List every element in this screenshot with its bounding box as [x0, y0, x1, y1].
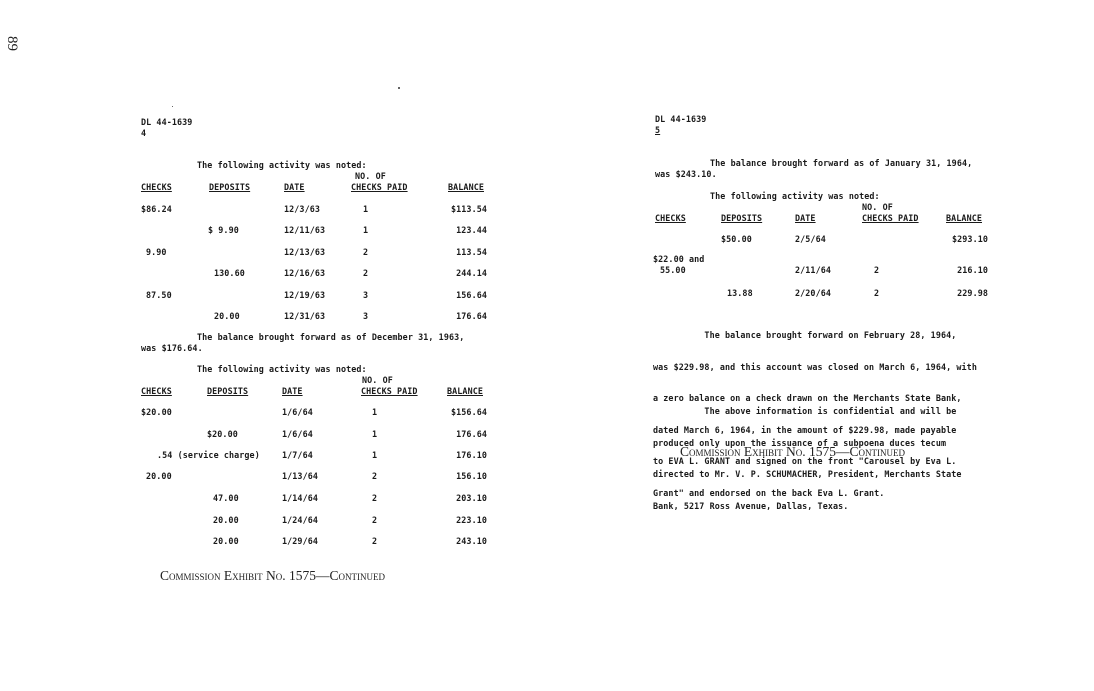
cell-checks: 20.00 — [146, 471, 172, 481]
cell-checks-paid: 1 — [372, 450, 378, 460]
forward-balance-line: was $176.64. — [141, 343, 203, 353]
cell-checks-paid: 1 — [372, 407, 378, 417]
forward-balance-line: The balance brought forward as of December 31, 1963, — [197, 332, 465, 342]
header-deposits: DEPOSITS — [207, 386, 249, 396]
cell-balance: 243.10 — [456, 536, 487, 546]
header-checks-paid: CHECKS PAID — [862, 213, 919, 223]
cell-checks: 55.00 — [660, 265, 686, 275]
cell-date: 12/3/63 — [284, 204, 320, 214]
paragraph-line: The above information is confidential and will be — [653, 406, 957, 416]
cell-balance: 223.10 — [456, 515, 487, 525]
header-no-of: NO. OF — [355, 171, 386, 181]
cell-balance: 123.44 — [456, 225, 487, 235]
cell-checks-paid: 2 — [372, 515, 378, 525]
cell-checks: 87.50 — [146, 290, 172, 300]
cell-checks-paid: 2 — [372, 471, 378, 481]
exhibit-caption: Commission Exhibit No. 1575—Continued — [160, 568, 385, 583]
header-checks-paid: CHECKS PAID — [361, 386, 418, 396]
cell-deposits: $20.00 — [207, 429, 238, 439]
cell-date: 2/5/64 — [795, 234, 826, 244]
paragraph-line: to EVA L. GRANT and signed on the front "Carousel by Eva L. — [653, 456, 957, 466]
page-number: 89 — [4, 36, 20, 51]
cell-deposits: 13.88 — [727, 288, 753, 298]
cell-balance: 176.64 — [456, 311, 487, 321]
speck — [172, 106, 173, 107]
paragraph-line: directed to Mr. V. P. SCHUMACHER, President, Merchants State — [653, 469, 962, 479]
cell-checks: $22.00 and — [653, 254, 705, 264]
cell-balance: $156.64 — [451, 407, 487, 417]
cell-checks-paid: 2 — [363, 247, 369, 257]
cell-date: 12/11/63 — [284, 225, 326, 235]
header-balance: BALANCE — [447, 386, 483, 396]
header-checks-paid: CHECKS PAID — [351, 182, 408, 192]
header-no-of: NO. OF — [362, 375, 393, 385]
header-balance: BALANCE — [946, 213, 982, 223]
cell-balance: 229.98 — [957, 288, 988, 298]
page-label: 4 — [141, 128, 147, 138]
cell-deposits: 20.00 — [213, 515, 239, 525]
header-checks: CHECKS — [141, 182, 172, 192]
header-date: DATE — [284, 182, 305, 192]
cell-date: 2/20/64 — [795, 288, 831, 298]
cell-checks-paid: 1 — [363, 204, 369, 214]
header-balance: BALANCE — [448, 182, 484, 192]
cell-date: 1/24/64 — [282, 515, 318, 525]
header-date: DATE — [282, 386, 303, 396]
cell-date: 1/29/64 — [282, 536, 318, 546]
cell-date: 12/13/63 — [284, 247, 326, 257]
cell-balance: 203.10 — [456, 493, 487, 503]
file-number: DL 44-1639 — [655, 114, 707, 124]
paragraph-line: The balance brought forward on February 28, 1964, — [653, 330, 957, 340]
cell-date: 1/13/64 — [282, 471, 318, 481]
cell-date: 12/31/63 — [284, 311, 326, 321]
cell-balance: 113.54 — [456, 247, 487, 257]
cell-checks: $20.00 — [141, 407, 172, 417]
cell-checks-paid: 2 — [874, 288, 880, 298]
cell-balance: 156.10 — [456, 471, 487, 481]
header-date: DATE — [795, 213, 816, 223]
paragraph-line: Grant" and endorsed on the back Eva L. Grant. — [653, 487, 885, 498]
cell-balance: $113.54 — [451, 204, 487, 214]
cell-checks: .54 (service charge) — [157, 450, 260, 460]
header-no-of: NO. OF — [862, 202, 893, 212]
forward-balance-line: was $243.10. — [655, 169, 717, 179]
cell-checks-paid: 1 — [372, 429, 378, 439]
cell-deposits: 20.00 — [214, 311, 240, 321]
cell-date: 12/19/63 — [284, 290, 326, 300]
cell-checks-paid: 2 — [372, 536, 378, 546]
page-label: 5 — [655, 125, 661, 135]
cell-balance: $293.10 — [952, 234, 988, 244]
header-deposits: DEPOSITS — [721, 213, 763, 223]
cell-checks-paid: 2 — [363, 268, 369, 278]
cell-checks: 9.90 — [146, 247, 167, 257]
paragraph-line: Bank, 5217 Ross Avenue, Dallas, Texas. — [653, 500, 849, 511]
cell-date: 1/6/64 — [282, 429, 313, 439]
forward-balance-line: The balance brought forward as of January 31, 1964, — [710, 158, 973, 168]
speck — [398, 87, 400, 89]
cell-checks: $86.24 — [141, 204, 172, 214]
cell-date: 2/11/64 — [795, 265, 831, 275]
activity-intro: The following activity was noted: — [710, 191, 880, 201]
header-checks: CHECKS — [141, 386, 172, 396]
cell-checks-paid: 2 — [874, 265, 880, 275]
cell-checks-paid: 2 — [372, 493, 378, 503]
header-checks: CHECKS — [655, 213, 686, 223]
cell-date: 12/16/63 — [284, 268, 326, 278]
cell-deposits: 20.00 — [213, 536, 239, 546]
cell-date: 1/7/64 — [282, 450, 313, 460]
paragraph-line: was $229.98, and this account was closed on March 6, 1964, with — [653, 361, 977, 372]
cell-date: 1/14/64 — [282, 493, 318, 503]
paragraph-line: produced only upon the issuance of a subpoena duces tecum — [653, 437, 947, 448]
header-deposits: DEPOSITS — [209, 182, 251, 192]
activity-intro: The following activity was noted: — [197, 364, 367, 374]
activity-intro: The following activity was noted: — [197, 160, 367, 170]
exhibit-caption: Commission Exhibit No. 1575—Continued — [680, 444, 905, 459]
cell-deposits: $50.00 — [721, 234, 752, 244]
cell-deposits: $ 9.90 — [208, 225, 239, 235]
cell-balance: 156.64 — [456, 290, 487, 300]
cell-balance: 244.14 — [456, 268, 487, 278]
cell-deposits: 130.60 — [214, 268, 245, 278]
cell-checks-paid: 3 — [363, 311, 369, 321]
paragraph-line: dated March 6, 1964, in the amount of $229.98, made payable — [653, 424, 957, 435]
cell-checks-paid: 1 — [363, 225, 369, 235]
cell-date: 1/6/64 — [282, 407, 313, 417]
cell-balance: 216.10 — [957, 265, 988, 275]
cell-balance: 176.10 — [456, 450, 487, 460]
cell-balance: 176.64 — [456, 429, 487, 439]
cell-checks-paid: 3 — [363, 290, 369, 300]
paragraph-line: a zero balance on a check drawn on the Merchants State Bank, — [653, 393, 962, 403]
file-number: DL 44-1639 — [141, 117, 193, 127]
cell-deposits: 47.00 — [213, 493, 239, 503]
